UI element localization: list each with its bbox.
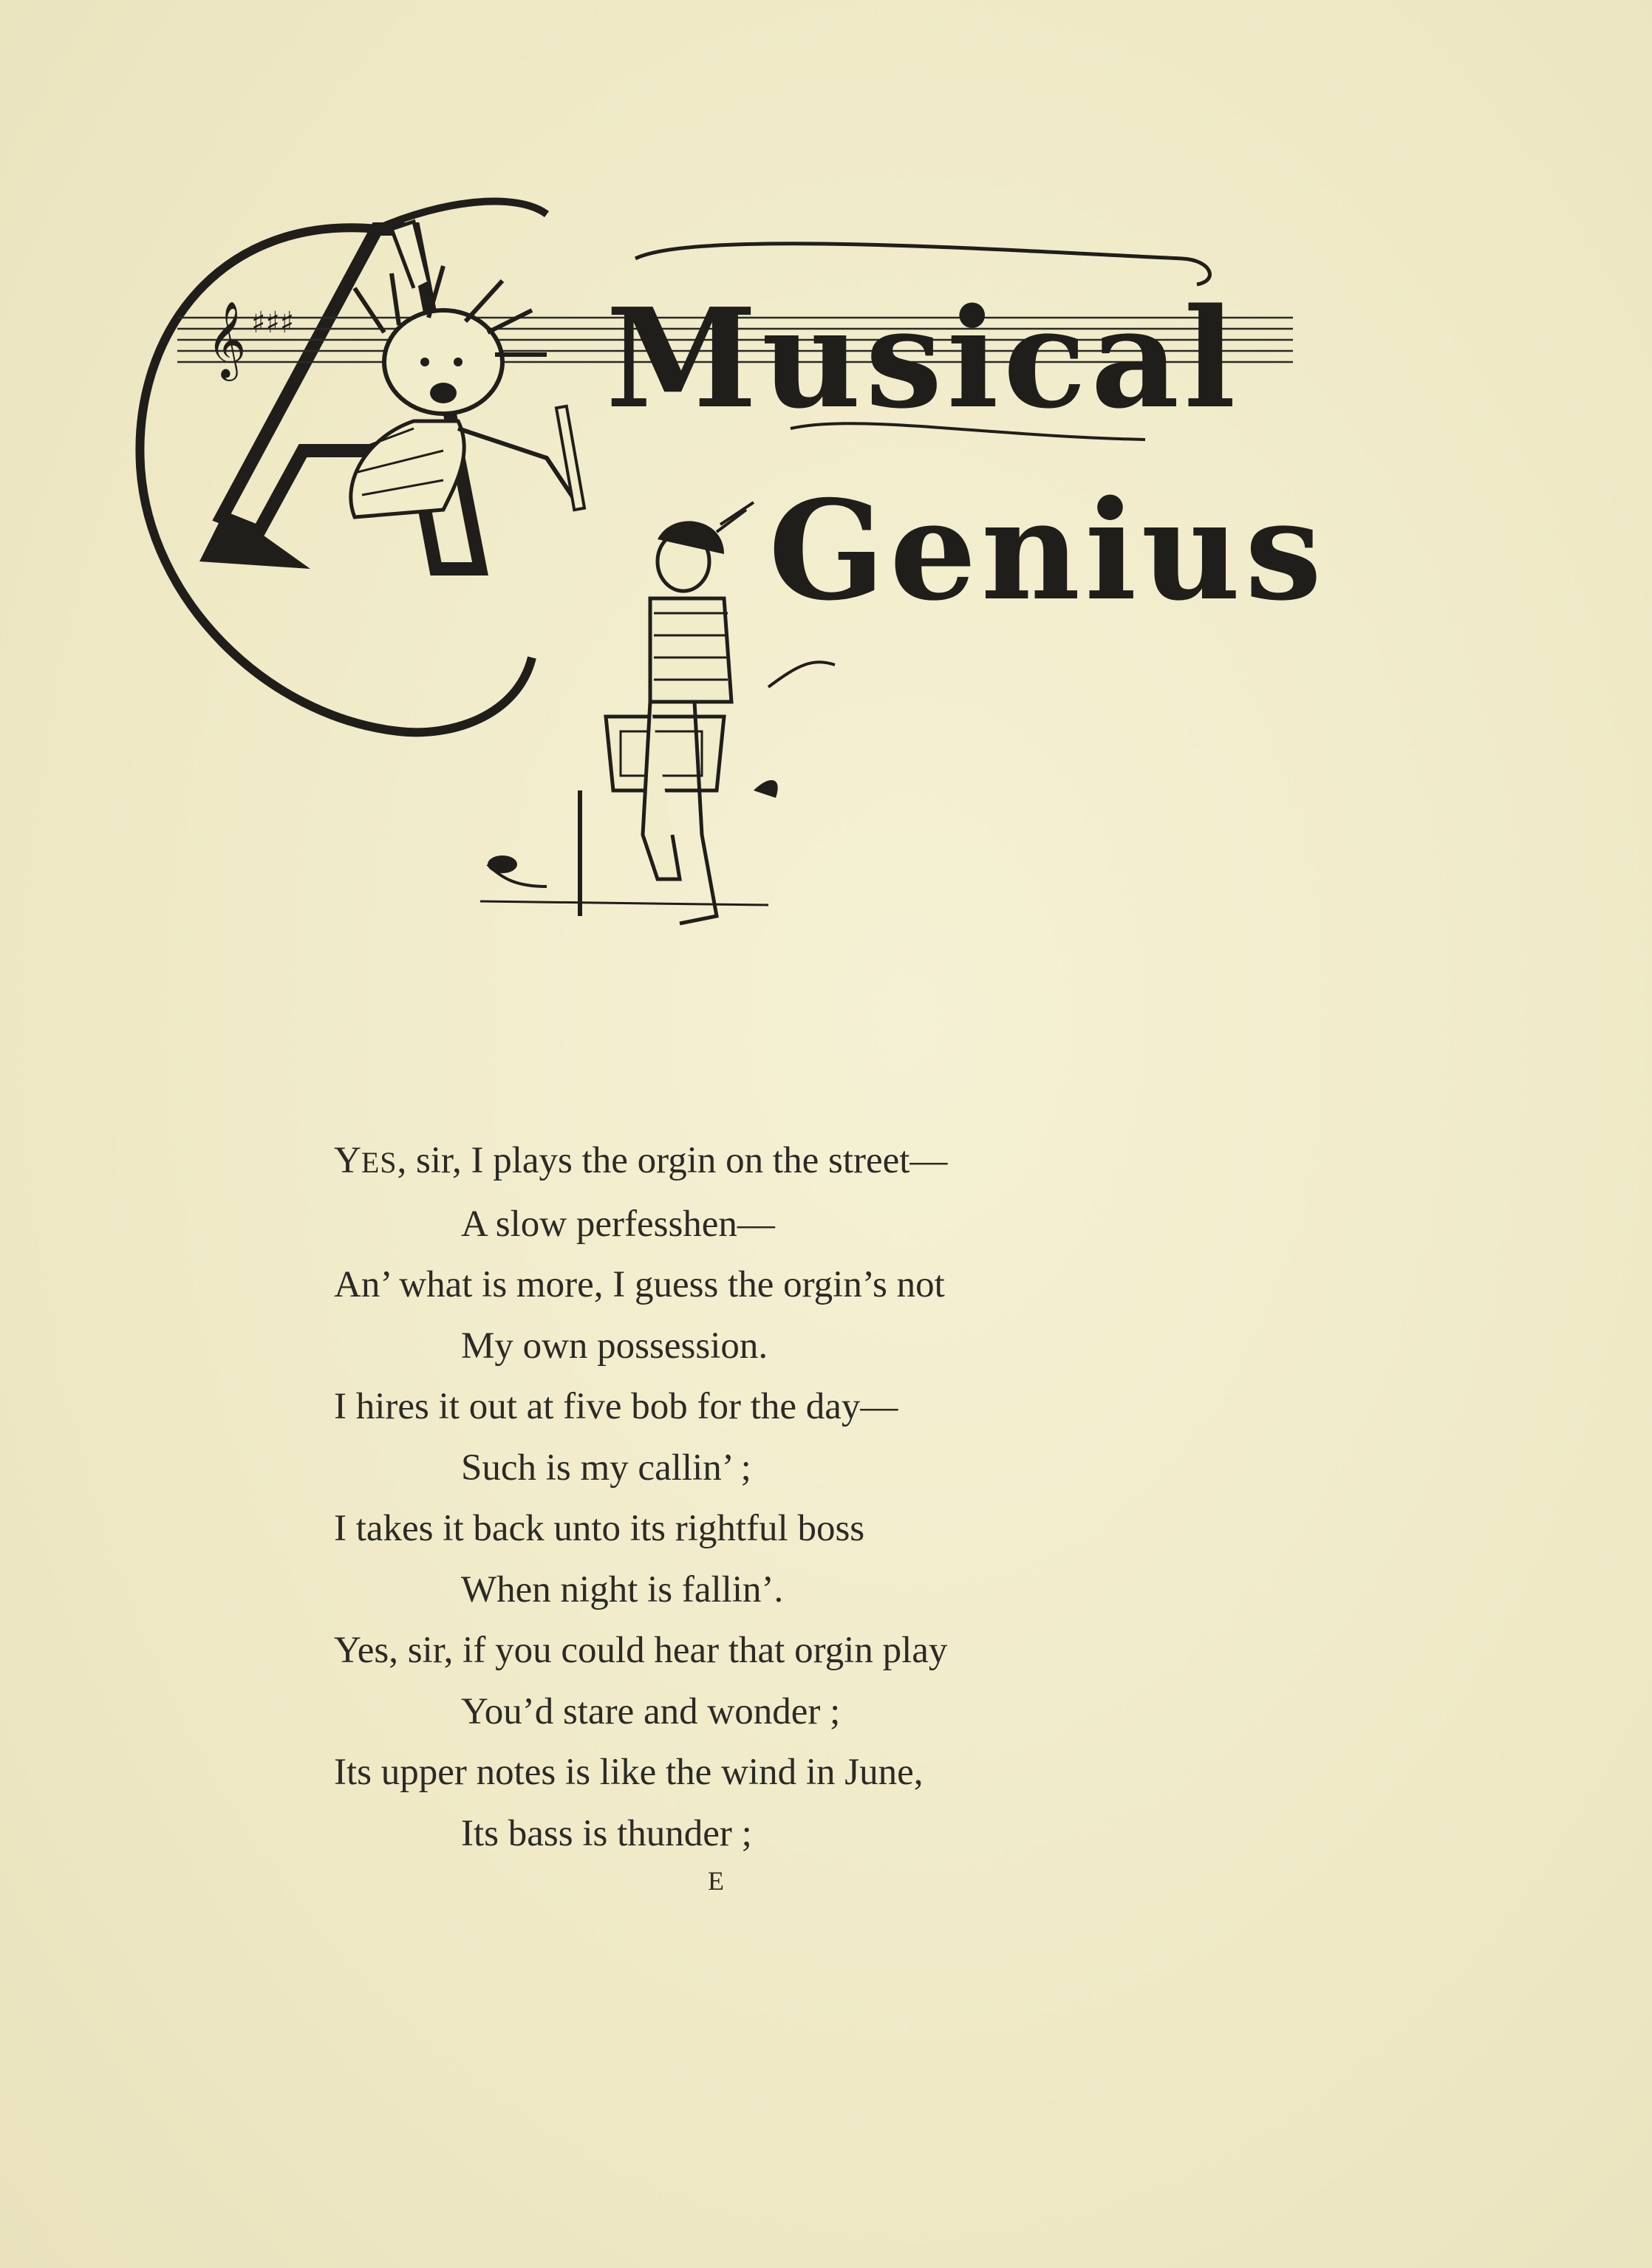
poem-text [334,1130,1221,1864]
poem-line: You’d stare and wonder ; [461,1690,841,1732]
poem-line: An’ what is more, I guess the orgin’s not [334,1264,945,1305]
headpiece-illustration [133,185,1330,953]
poem-line: Such is my callin’ ; [461,1446,751,1489]
poem-line: I hires it out at five bob for the day— [334,1386,898,1427]
poem-line: A slow perfesshen— [461,1203,775,1245]
poem-line: I takes it back unto its rightful boss [334,1508,865,1549]
poem-line: My own possession. [461,1325,768,1367]
decorative-headpiece [133,185,1330,953]
poem-line: Yes, sir, if you could hear that orgin play [334,1630,948,1671]
poem-line: When night is fallin’. [461,1568,784,1611]
treble-clef-icon: 𝄞 [207,301,247,378]
title-word-musical: Musical [606,278,1240,439]
poem-line: Its upper notes is like the wind in June, [334,1752,924,1793]
poem-line-text: , sir, I plays the orgin on the street— [397,1140,948,1181]
poem-line [334,1130,1221,1194]
sharp-sign-icon: ♯♯♯ [251,306,295,340]
signature-mark: E [708,1866,726,1896]
title-word-genius: Genius [768,470,1327,631]
poem-line: Its bass is thunder ; [461,1812,752,1854]
poem-small-caps-opening: YES [334,1140,397,1181]
